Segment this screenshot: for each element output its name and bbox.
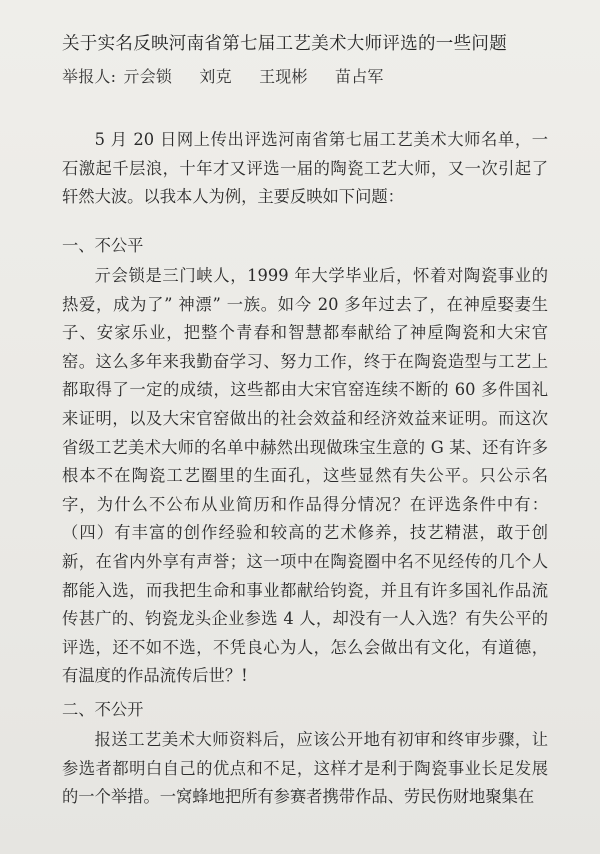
reporter-name: 亓会锁: [123, 67, 173, 86]
reporter-name: 刘克: [199, 67, 232, 86]
paragraph-text: 5 月 20 日网上传出评选河南省第七届工艺美术大师名单，一石激起千层浪，十年才又评选一届的陶瓷工艺大师，又一次引起了轩然大波。以我本人为例，主要反映如下问题：: [62, 130, 548, 207]
section-two-paragraph: [62, 726, 548, 812]
reporters-label: 举报人:: [62, 67, 117, 86]
paragraph-text: 亓会锁是三门峡人，1999 年大学毕业后，怀着对陶瓷事业的热爱，成为了” 神漂” 一族。如今 20 多年过去了，在神垕娶妻生子、安家乐业，把整个青春和智慧都奉献给了神垕陶瓷和大宋官窑。这么多年来我勤奋学习、努力工作，终于在陶瓷造型与工艺上都取得了一定的成绩，这些都由大宋官窑连续不断的 60 多件国礼来证明，以及大宋官窑做出的社会效益和经济效益来证明。而这次省级工艺美术大师的名单中赫然出现做珠宝生意的 G 某、还有许多根本不在陶瓷工艺圈里的生面孔，这些显然有失公平。只公示名字，为什么不公布从业简历和作品得分情况？在评选条件中有：（四）有丰富的创作经验和较高的艺术修养，技艺精湛，敢于创新，在省内外享有声誉；这一项中在陶瓷圈中名不见经传的几个人都能入选，而我把生命和事业都献给钧瓷，并且有许多国礼作品流传甚广的、钧瓷龙头企业参选 4 人，却没有一人入选？有失公平的评选，还不如不选，不凭良心为人，怎么会做出有文化，有道德，有温度的作品流传后世？!: [62, 266, 548, 686]
reporter-name: 王现彬: [259, 67, 308, 86]
intro-paragraph: [62, 126, 548, 212]
document-title: 关于实名反映河南省第七届工艺美术大师评选的一些问题: [62, 34, 507, 54]
section-heading: 二、不公开: [62, 700, 144, 719]
section-heading: 一、不公平: [62, 236, 144, 255]
reporters-line: [62, 64, 406, 87]
reporter-name: 苗占军: [335, 67, 384, 86]
paragraph-text: 报送工艺美术大师资料后，应该公开地有初审和终审步骤，让参选者都明白自己的优点和不足，这样才是利于陶瓷事业长足发展的一个举措。一窝蜂地把所有参赛者携带作品、劳民伤财地聚集在: [62, 730, 548, 807]
section-one-paragraph: [62, 262, 548, 691]
